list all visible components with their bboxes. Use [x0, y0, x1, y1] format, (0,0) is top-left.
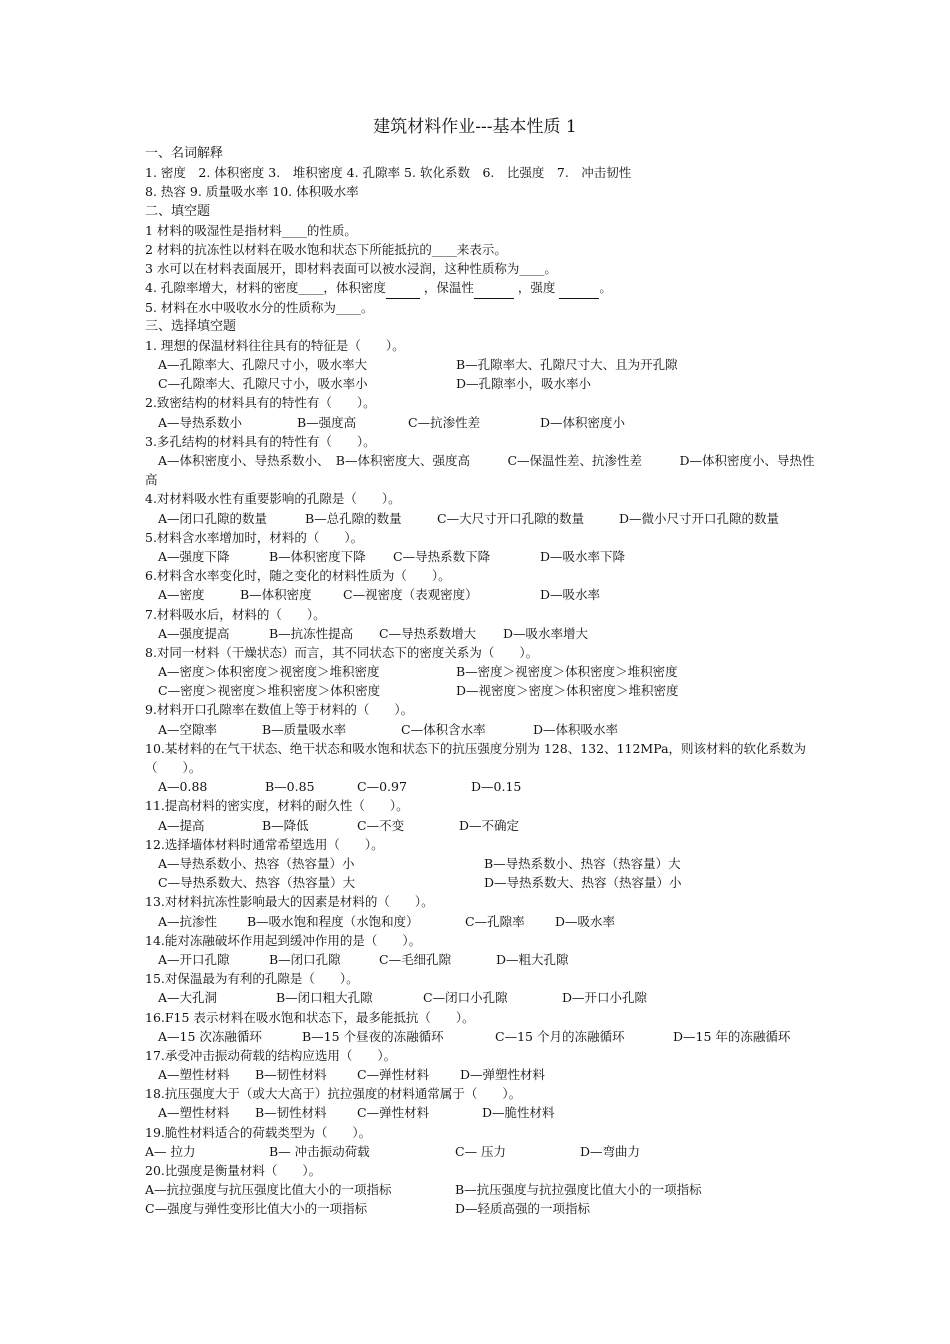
option-c: C—不变	[357, 817, 405, 833]
option-a: A—开口孔隙	[158, 951, 230, 967]
option-d: D—15 年的冻融循环	[673, 1028, 791, 1044]
choice-options-wrapped: A—体积密度小、导热系数小、 B—体积密度大、强度高 C—保温性差、抗渗性差 D—体积密度小、导热性高	[145, 453, 815, 488]
option-d: D—孔隙率小，吸水率小	[456, 376, 592, 392]
option-c: C—体积含水率	[401, 721, 486, 737]
option-c: C—密度＞视密度＞堆积密度＞体积密度	[158, 683, 381, 699]
option-a: A—抗渗性	[158, 913, 218, 929]
choice-options-row	[145, 988, 825, 1007]
option-c: C—抗渗性差	[408, 414, 481, 430]
option-a: A— 拉力	[145, 1143, 196, 1159]
choice-options-row	[145, 816, 825, 835]
choice-question-13: 13.对材料抗冻性影响最大的因素是材料的（ ）。	[145, 894, 434, 910]
option-b: B—质量吸水率	[262, 721, 347, 737]
option-c: C—毛细孔隙	[379, 951, 452, 967]
choice-options-row	[145, 1142, 825, 1161]
choice-question-2: 2.致密结构的材料具有的特性有（ ）。	[145, 395, 376, 411]
section-heading-choice: 三、选择填空题	[145, 318, 237, 334]
option-c: C— 压力	[455, 1143, 507, 1159]
option-b: B—导热系数小、热容（热容量）大	[484, 856, 681, 871]
option-b: B—强度高	[297, 414, 357, 430]
choice-options-row	[145, 355, 825, 374]
choice-question-14: 14.能对冻融破坏作用起到缓冲作用的是（ ）。	[145, 932, 422, 948]
choice-options-row	[145, 912, 825, 931]
option-a: A—强度下降	[158, 548, 230, 564]
fill-question-5: 5. 材料在水中吸收水分的性质称为____。	[145, 299, 374, 315]
option-a: A—0.88	[158, 779, 208, 795]
option-b: B—闭口孔隙	[269, 951, 341, 967]
option-d: D—视密度＞密度＞体积密度＞堆积密度	[456, 683, 679, 699]
choice-question-17: 17.承受冲击振动荷载的结构应选用（ ）。	[145, 1047, 397, 1063]
choice-question-15: 15.对保温最为有利的孔隙是（ ）。	[145, 971, 359, 987]
choice-options-row	[145, 950, 825, 969]
choice-question-10: 10.某材料的在气干状态、绝干状态和吸水饱和状态下的抗压强度分别为 128、132、112MPa，则该材料的软化系数为（ ）。	[145, 740, 807, 776]
choice-options-row	[145, 547, 825, 566]
option-c: C—弹性材料	[357, 1105, 430, 1121]
choice-question-18: 18.抗压强度大于（或大大高于）抗拉强度的材料通常属于（ ）。	[145, 1086, 522, 1102]
section-heading-terms: 一、名词解释	[145, 146, 224, 161]
choice-question-20: 20.比强度是衡量材料（ ）。	[145, 1163, 322, 1178]
option-b: B—15 个昼夜的冻融循环	[302, 1028, 444, 1044]
option-d: D—导热系数大、热容（热容量）小	[484, 875, 682, 891]
terms-line-1: 1. 密度 2. 体积密度 3. 堆积密度 4. 孔隙率 5. 软化系数 6. 比强度 7. 冲击韧性	[145, 165, 632, 181]
option-d: D—弯曲力	[580, 1143, 641, 1159]
choice-options-row	[145, 777, 825, 796]
option-c: C—强度与弹性变形比值大小的一项指标	[145, 1201, 368, 1217]
fill-question-4	[145, 278, 825, 297]
option-b: B—抗冻性提高	[269, 625, 354, 641]
choice-question-5: 5.材料含水率增加时，材料的（ ）。	[145, 529, 364, 545]
fill-question-1: 1 材料的吸湿性是指材料____的性质。	[145, 222, 357, 238]
option-d: D—微小尺寸开口孔隙的数量	[619, 510, 780, 526]
option-a: A—密度	[158, 587, 205, 603]
option-c: C—15 个月的冻融循环	[495, 1028, 625, 1044]
option-a: A—闭口孔隙的数量	[158, 510, 268, 526]
option-d: D—体积吸水率	[533, 721, 619, 737]
choice-options-row	[145, 1103, 825, 1122]
option-d: D—脆性材料	[482, 1105, 555, 1121]
choice-question-7: 7.材料吸水后，材料的（ ）。	[145, 606, 326, 622]
option-d: D—体积密度小	[540, 414, 626, 430]
choice-question-3: 3.多孔结构的材料具有的特性有（ ）。	[145, 433, 376, 449]
fill-question-3: 3 水可以在材料表面展开，即材料表面可以被水浸润，这种性质称为____。	[145, 261, 557, 277]
fill-q4-part-c: ，强度	[517, 280, 556, 296]
option-c: C—导热系数大、热容（热容量）大	[158, 875, 356, 891]
option-d: D—粗大孔隙	[496, 951, 569, 967]
fill-q4-part-b: ，保温性	[423, 280, 474, 296]
choice-options-row	[145, 1199, 825, 1218]
option-c: C—弹性材料	[357, 1067, 430, 1083]
option-b: B—体积密度	[240, 587, 312, 603]
option-b: B—降低	[262, 817, 309, 833]
option-c: C—闭口小孔隙	[423, 990, 508, 1006]
option-b: B—0.85	[265, 779, 315, 795]
choice-question-1: 1. 理想的保温材料往往具有的特征是（ ）。	[145, 337, 405, 353]
option-b: B—体积密度下降	[269, 548, 366, 564]
option-d: D—吸水率	[540, 587, 601, 603]
choice-options-row	[145, 1027, 825, 1046]
option-d: D—轻质高强的一项指标	[455, 1201, 591, 1217]
option-c: C—大尺寸开口孔隙的数量	[437, 510, 585, 526]
option-d: D—开口小孔隙	[562, 990, 648, 1006]
choice-options-row	[145, 720, 825, 739]
section-heading-fill: 二、填空题	[145, 203, 211, 219]
option-a: A—提高	[158, 817, 205, 833]
choice-question-8: 8.对同一材料（干燥状态）而言，其不同状态下的密度关系为（ ）。	[145, 644, 539, 660]
choice-options-row	[145, 624, 825, 643]
fill-q4-part-a: 4. 孔隙率增大，材料的密度____，体积密度	[145, 280, 386, 296]
terms-line-2: 8. 热容 9. 质量吸水率 10. 体积吸水率	[145, 184, 359, 200]
option-d: D—弹塑性材料	[460, 1067, 546, 1083]
option-d: D—吸水率下降	[540, 548, 626, 564]
option-b: B—韧性材料	[255, 1067, 327, 1083]
option-b: B—孔隙率大、孔隙尺寸大、且为开孔隙	[456, 357, 678, 373]
option-a: A—塑性材料	[158, 1067, 230, 1083]
choice-options-row	[145, 681, 825, 700]
choice-options-row	[145, 413, 825, 432]
choice-question-19: 19.脆性材料适合的荷载类型为（ ）。	[145, 1124, 372, 1140]
choice-options-row	[145, 1065, 825, 1084]
option-c: C—导热系数下降	[393, 548, 491, 564]
option-b: B—总孔隙的数量	[305, 510, 402, 526]
option-a: A—导热系数小、热容（热容量）小	[158, 856, 355, 871]
choice-options-row	[145, 1180, 825, 1199]
choice-question-9: 9.材料开口孔隙率在数值上等于材料的（ ）。	[145, 702, 414, 718]
fill-blank	[474, 278, 514, 298]
option-a: A—塑性材料	[158, 1105, 230, 1121]
choice-options-row	[145, 854, 825, 873]
option-a: A—密度＞体积密度＞视密度＞堆积密度	[158, 664, 380, 680]
fill-question-2: 2 材料的抗冻性以材料在吸水饱和状态下所能抵抗的____来表示。	[145, 241, 507, 257]
document-title: 建筑材料作业---基本性质 1	[373, 117, 577, 137]
option-a: A—空隙率	[158, 721, 218, 737]
option-a: A—大孔洞	[158, 990, 218, 1006]
option-c: C—导热系数增大	[379, 625, 477, 641]
option-a: A—孔隙率大、孔隙尺寸小，吸水率大	[158, 357, 368, 373]
choice-options-row	[145, 374, 825, 393]
option-d: D—0.15	[471, 779, 522, 795]
option-a: A—强度提高	[158, 625, 230, 641]
option-b: B— 冲击振动荷载	[269, 1143, 370, 1159]
option-a: A—导热系数小	[158, 414, 243, 430]
document-body	[145, 144, 825, 1219]
fill-blank	[386, 278, 420, 298]
choice-options-row	[145, 585, 825, 604]
option-b: B—闭口粗大孔隙	[276, 990, 373, 1006]
choice-options-row	[145, 662, 825, 681]
option-b: B—韧性材料	[255, 1105, 327, 1121]
choice-question-4: 4.对材料吸水性有重要影响的孔隙是（ ）。	[145, 491, 401, 507]
choice-options-row	[145, 873, 825, 892]
option-d: D—吸水率增大	[503, 625, 589, 641]
option-c: C—孔隙率	[465, 913, 525, 929]
option-c: C—视密度（表观密度）	[343, 587, 478, 603]
option-c: C—0.97	[357, 779, 407, 795]
option-d: D—吸水率	[555, 913, 616, 929]
choice-question-6: 6.材料含水率变化时，随之变化的材料性质为（ ）。	[145, 568, 451, 584]
choice-question-11: 11.提高材料的密实度，材料的耐久性（ ）。	[145, 798, 409, 814]
choice-question-16: 16.F15 表示材料在吸水饱和状态下，最多能抵抗（ ）。	[145, 1009, 475, 1025]
option-a: A—抗拉强度与抗压强度比值大小的一项指标	[145, 1182, 392, 1198]
choice-options-row	[145, 509, 825, 528]
option-b: B—吸水饱和程度（水饱和度）	[247, 913, 419, 929]
choice-question-12: 12.选择墙体材料时通常希望选用（ ）。	[145, 836, 384, 852]
fill-blank	[559, 278, 599, 298]
option-b: B—密度＞视密度＞体积密度＞堆积密度	[456, 664, 678, 680]
option-a: A—15 次冻融循环	[158, 1028, 262, 1044]
fill-q4-part-d: 。	[599, 280, 612, 296]
option-c: C—孔隙率大、孔隙尺寸小，吸水率小	[158, 376, 368, 392]
option-d: D—不确定	[459, 817, 520, 833]
option-b: B—抗压强度与抗拉强度比值大小的一项指标	[455, 1182, 702, 1198]
